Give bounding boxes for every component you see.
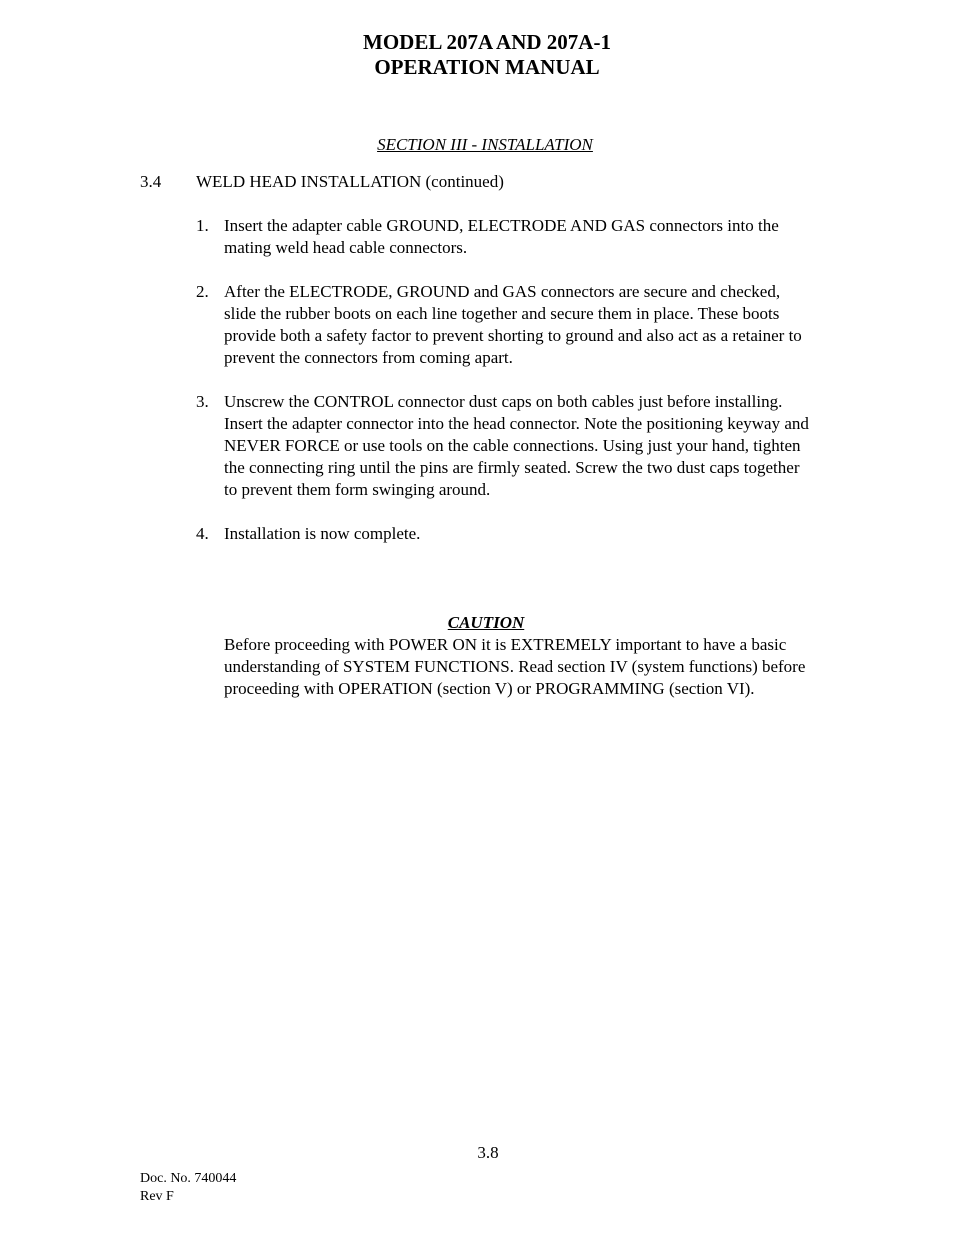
page-number: 3.8 bbox=[477, 1143, 499, 1162]
list-item bbox=[196, 391, 816, 501]
doc-number: Doc. No. 740044 bbox=[140, 1171, 237, 1186]
revision: Rev F bbox=[140, 1189, 174, 1204]
list-item-marker: 4. bbox=[196, 524, 209, 543]
list-item-marker: 1. bbox=[196, 216, 209, 235]
header-title-line-1: MODEL 207A AND 207A-1 bbox=[363, 30, 611, 54]
subsection-number: 3.4 bbox=[140, 172, 162, 191]
installation-steps-list bbox=[196, 215, 816, 567]
header-title-line-2: OPERATION MANUAL bbox=[374, 55, 600, 79]
list-item bbox=[196, 281, 816, 369]
list-item bbox=[196, 215, 816, 259]
list-item-text: Insert the adapter cable GROUND, ELECTRODE AND GAS connectors into the mating weld head cable connectors. bbox=[224, 216, 779, 257]
section-title: SECTION III - INSTALLATION bbox=[377, 135, 593, 154]
list-item-text: After the ELECTRODE, GROUND and GAS connectors are secure and checked, slide the rubber boots on each line together and secure them in place. These boots provide both a safety factor to prevent shorting to ground and also act as a retainer to prevent the connectors from coming apart. bbox=[224, 282, 802, 367]
caution-block bbox=[224, 612, 814, 700]
subsection-title: WELD HEAD INSTALLATION (continued) bbox=[196, 172, 504, 191]
document-header bbox=[0, 30, 954, 80]
list-item-marker: 3. bbox=[196, 392, 209, 411]
list-item-text: Installation is now complete. bbox=[224, 524, 421, 543]
caution-text: Before proceeding with POWER ON it is EXTREMELY important to have a basic understanding of SYSTEM FUNCTIONS. Read section IV (system functions) before proceeding with OPERATION (section V) or PROGRAMMING (section VI). bbox=[224, 635, 806, 698]
list-item-marker: 2. bbox=[196, 282, 209, 301]
caution-title: CAUTION bbox=[447, 613, 525, 632]
list-item bbox=[196, 523, 816, 545]
document-footer bbox=[140, 1170, 236, 1206]
list-item-text: Unscrew the CONTROL connector dust caps on both cables just before installing. Insert the adapter connector into the head connector. Note the positioning keyway and NEVER FORCE or use tools on the cable connections. Using just your hand, tighten the connecting ring until the pins are firmly seated. Screw the two dust caps together to prevent them form swinging around. bbox=[224, 392, 809, 499]
subsection-heading bbox=[140, 171, 504, 193]
